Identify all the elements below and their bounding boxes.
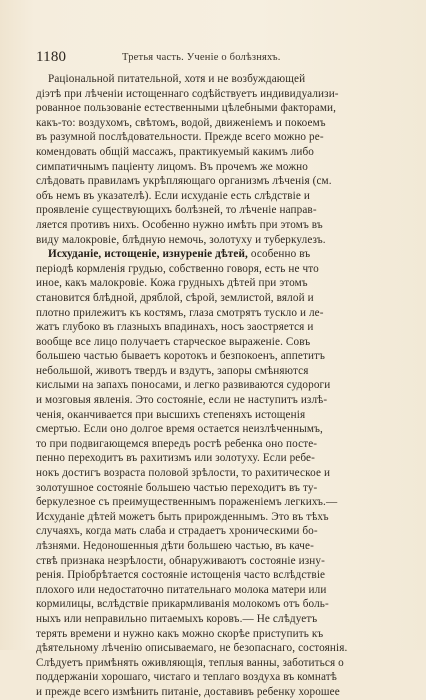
- text-line: [36, 466, 367, 481]
- line-text: смертью. Если оно долгое время остается неизлѣченнымъ,: [36, 423, 323, 436]
- line-text: случаяхъ, когда мать слаба и страдаетъ хроническими бо-: [36, 525, 318, 538]
- line-text: періодѣ кормленія грудью, собственно говоря, есть не что: [36, 262, 319, 275]
- line-text: ченія, оканчивается при высшихъ степеняхъ истощенія: [36, 408, 306, 421]
- line-text: ствѣ признака незрѣлости, обнаруживаютъ состояніе изну-: [36, 554, 325, 567]
- text-line: [36, 203, 367, 218]
- text-line: [36, 306, 367, 321]
- line-text: пенно переходитъ въ рахитизмъ или золотуху. Если ребе-: [36, 452, 315, 465]
- line-text: золотушное состояніе большею частью переходитъ въ ту-: [36, 481, 318, 494]
- text-line: [36, 320, 367, 335]
- text-line: [36, 174, 367, 189]
- text-line: [36, 101, 367, 116]
- line-text: рованное пользованіе естественными цѣлебными факторами,: [36, 102, 337, 115]
- text-line: [36, 218, 367, 233]
- text-line: [36, 481, 367, 496]
- line-text: дѣятельному лѣченію описываемаго, не безопаснаго, состоянія.: [36, 642, 348, 655]
- text-line: [36, 437, 367, 452]
- line-text: Раціональной питательной, хотя и не возбуждающей: [48, 73, 306, 85]
- line-text: беркулезное съ преимущественнымъ пораженіемъ легкихъ.—: [36, 496, 338, 509]
- text-line: [36, 335, 367, 350]
- text-line: [36, 568, 367, 583]
- text-line: [36, 524, 367, 539]
- line-text: то при подвигающемся впередъ ростѣ ребенка оно посте-: [36, 437, 318, 450]
- text-line: [36, 495, 367, 510]
- text-line: [36, 627, 367, 642]
- line-text: проявленіе существующихъ болѣзней, то лѣченіе направ-: [36, 204, 317, 217]
- text-line: [36, 130, 367, 145]
- line-text: симпатичнымъ паціенту лицомъ. Въ прочемъ же можно: [36, 160, 309, 173]
- line-text: ныхъ или неправильно питаемыхъ коровъ.— Не слѣдуетъ: [36, 612, 318, 625]
- line-text: объ немъ въ указателѣ). Если исхуданіе есть слѣдствіе и: [36, 189, 310, 202]
- text-line: [36, 393, 367, 408]
- line-text: поддержаніи хорошаго, чистаго и теплаго воздуха въ комнатѣ: [36, 671, 337, 684]
- line-text: діэтѣ при лѣченіи истощеннаго содѣйствуетъ индивидуализи-: [36, 87, 339, 100]
- line-text: Исхуданіе дѣтей можетъ быть прирожденнымъ. Это въ тѣхъ: [36, 510, 329, 523]
- text-line: [36, 539, 367, 554]
- line-text: лѣзнями. Недоношенныя дѣти большею частью, въ каче-: [36, 540, 314, 552]
- text-line: [36, 583, 367, 598]
- page-header: [36, 49, 366, 67]
- text-line: [36, 641, 367, 656]
- line-text: терять времени и нужно какъ можно скорѣе приступить къ: [36, 627, 324, 640]
- line-text: большею частью бываетъ коротокъ и безпокоенъ, аппетитъ: [36, 350, 326, 363]
- body-text: [36, 72, 367, 700]
- line-text: Слѣдуетъ примѣнять оживляющія, теплыя ванны, заботиться о: [36, 656, 344, 669]
- line-text: становится блѣдной, дряблой, сѣрой, землистой, вялой и: [36, 291, 314, 304]
- text-line: [36, 72, 367, 87]
- text-line: [36, 291, 367, 306]
- line-text: нокъ достигъ возраста половой зрѣлости, то рахитическое и: [36, 467, 331, 480]
- line-text: вообще все лицо получаетъ старческое выраженіе. Совъ: [36, 335, 311, 348]
- running-head: Третья часть. Ученіе о болѣзняхъ.: [122, 52, 281, 63]
- text-line: [36, 408, 367, 423]
- text-line: [36, 116, 367, 131]
- line-text: плохого или недостаточно питательнаго молока матери или: [36, 583, 327, 596]
- text-line: [36, 451, 367, 466]
- line-text: жатъ глубоко въ глазныхъ впадинахъ, носъ заостряется и: [36, 321, 314, 334]
- line-text: комендовать общій массажъ, практикуемый какимъ либо: [36, 145, 314, 158]
- text-line: [36, 276, 367, 291]
- page-number: 1180: [36, 49, 67, 65]
- text-line: [36, 554, 367, 569]
- line-text: ляется противъ нихъ. Особенно нужно имѣть при этомъ въ: [36, 218, 323, 231]
- text-line: [36, 349, 367, 364]
- text-line: [36, 233, 367, 248]
- text-line: [36, 189, 367, 204]
- text-line: [36, 262, 367, 277]
- line-text: и прежде всего измѣнить питаніе, доставивъ ребенку хорошее: [36, 685, 340, 698]
- section-heading: Исхуданіе, истощеніе, изнуреніе дѣтей,: [48, 248, 248, 261]
- text-line: [36, 87, 367, 102]
- line-text: кормилицы, вслѣдствіе прикармливанія молокомъ отъ боль-: [36, 598, 329, 611]
- line-text: какъ-то: воздухомъ, свѣтомъ, водой, движеніемъ и покоемъ: [36, 116, 326, 129]
- line-text: ренія. Пріобрѣтается состояніе истощенія часто вслѣдствіе: [36, 569, 326, 582]
- text-line: [36, 656, 367, 671]
- line-text: виду малокровіе, блѣдную немочь, золотуху и туберкулезъ.: [36, 233, 326, 246]
- text-line: [36, 247, 367, 262]
- line-text: плотно прилежитъ къ костямъ, глаза смотрятъ тускло и ле-: [36, 306, 324, 319]
- text-line: [36, 685, 367, 700]
- line-text: небольшой, животъ твердъ и вздутъ, запоры смѣняются: [36, 364, 309, 377]
- text-line: [36, 422, 367, 437]
- text-line: [36, 510, 367, 525]
- line-text: въ разумной послѣдовательности. Прежде всего можно ре-: [36, 131, 324, 144]
- line-text: особенно въ: [247, 248, 311, 261]
- text-line: [36, 145, 367, 160]
- line-text: кислыми на запахъ поносами, и легко развиваются судороги: [36, 379, 331, 392]
- text-line: [36, 597, 367, 612]
- text-line: [36, 364, 367, 379]
- line-text: слѣдовать правиламъ укрѣпляющаго организмъ лѣченія (см.: [36, 175, 332, 188]
- text-line: [36, 670, 367, 685]
- text-line: [36, 378, 367, 393]
- line-text: и мозговыя явленія. Это состояніе, если не наступитъ излѣ-: [36, 394, 328, 407]
- text-line: [36, 612, 367, 627]
- text-line: [36, 160, 367, 175]
- line-text: иное, какъ малокровіе. Кожа грудныхъ дѣтей при этомъ: [36, 277, 308, 290]
